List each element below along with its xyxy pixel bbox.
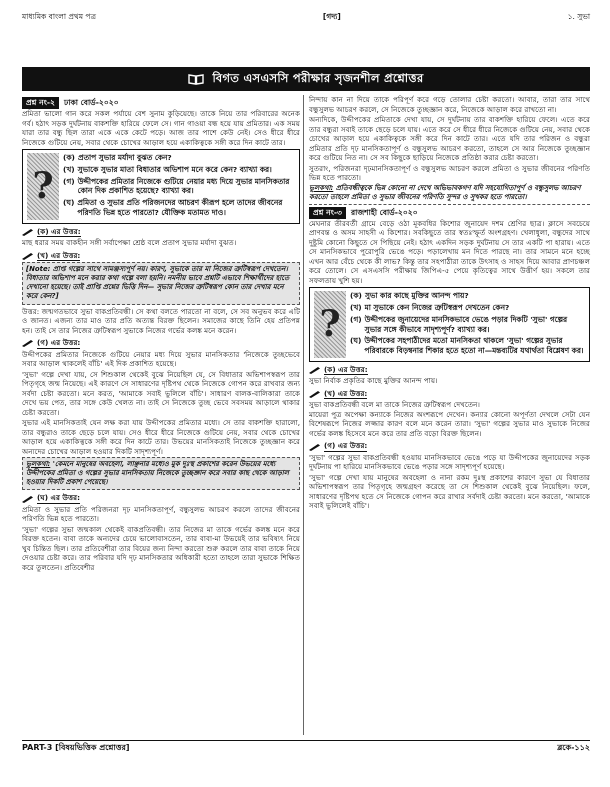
answer-heading-text: (খ) এর উত্তর: bbox=[324, 388, 368, 398]
pen-icon bbox=[309, 390, 321, 398]
answer-heading bbox=[22, 338, 300, 349]
answer-heading bbox=[309, 389, 590, 400]
pen-icon bbox=[22, 228, 34, 236]
answer-text: নিন্দায় কান না দিয়ে তাকে পরিপূর্ণ করে গড়ে তোলার চেষ্টা করতো। আবার, তারা তার সাথে বন্ধুসুলভ আচরণ করলে, সে নিজেকে তুচ্ছজ্ঞান করে, নিজেকে আড়াল করে রাখতো না। bbox=[309, 95, 590, 114]
answer-heading bbox=[309, 441, 590, 452]
question-mark-icon: ? bbox=[27, 153, 59, 220]
item-text: প্রমিতা ও সুভার প্রতি পরিজনদের আচরণ কীরূপ হলে তাদের জীবনের পরিণতি ভিন্ন হতে পারতো? যৌক্তিক মতামত দাও। bbox=[77, 198, 283, 217]
item-text: উদ্দীপকের প্রমিতার নিজেকে গুটিয়ে নেয়ার মধ্য দিয়ে সুভার মানসিকতার কোন দিক প্রকাশিত হয়েছে? ব্যাখ্যা কর। bbox=[77, 176, 290, 196]
item-label: (ঘ) bbox=[63, 198, 75, 208]
question-items bbox=[63, 153, 295, 220]
answer-text: সুভার এই মানসিকতাই যেন লক্ষ করা যায় উদ্দীপকের প্রমিতার মধ্যে। সে তার বাকশক্তি হারালো, তার বন্ধুরাও তাকে ছেড়ে চলে যায়। সেও ধীরে ধীরে নিজেকে গুটিয়ে নেয়, সবার থেকে চোখের আড়াল হয়ে একাকিত্বকে সঙ্গী করে দিন কাটে তার। উভয়ের মানসিকতাই নিজেকে তুচ্ছজ্ঞান করে অন্যদের চোখের আড়াল হওয়ার দিকটি সাদৃশ্যপূর্ণ। bbox=[22, 418, 300, 456]
answer-heading bbox=[22, 251, 300, 262]
question-badge: প্রশ্ন নং-২ bbox=[22, 97, 59, 109]
question-items bbox=[350, 291, 585, 358]
footer-part: PART-3 [বিষয়ভিত্তিক প্রশ্নোত্তর] bbox=[22, 743, 130, 753]
page-footer bbox=[22, 740, 590, 756]
answer-text: সুভা বাকপ্রতিবন্ধী বলে মা তাকে নিজের ত্রুটিস্বরূপ দেখতেন। মায়েরা পুত্র অপেক্ষা কন্যাকে নিজের অংশরূপে দেখেন। কন্যার কোনো অপূর্ণতা দেখলে সেটা যেন বিশেষরূপে নিজের লজ্জার কারণ বলে মনে করেন তারা। 'সুভা' গল্পের সুভার মাও সুভাকে নিজের গর্ভের কলঙ্ক হিসেবে মনে করে তার প্রতি বড়ো বিরক্ত ছিলেন। bbox=[309, 400, 590, 438]
pen-icon bbox=[309, 443, 321, 451]
answer-text: 'সুভা' গল্পের সুভা বাকপ্রতিবন্ধী হওয়ায় মানসিকভাবে ভেঙে পড়ে যা উদ্দীপকের জুনায়েদের সড়ক দুর্ঘটনায় পা হারিয়ে মানসিকভাবে ভেঙে পড়ার সঙ্গে সাদৃশ্যপূর্ণ হয়েছে। bbox=[309, 452, 590, 472]
item-label: (খ) bbox=[63, 164, 75, 174]
item-label: (ঘ) bbox=[350, 336, 362, 346]
note-box bbox=[22, 457, 300, 490]
answer-text: সুভা নির্বাক প্রকৃতির কাছে মুক্তির আনন্দ পায়। bbox=[309, 376, 438, 386]
running-head-section: [গদ্য] bbox=[322, 12, 341, 22]
question-item bbox=[63, 198, 295, 218]
question-board: ঢাকা বোর্ড-২০২০ bbox=[63, 98, 119, 107]
item-label: (ক) bbox=[350, 291, 362, 301]
answer-text: প্রমিতা ও সুভার প্রতি পরিজনরা দৃঢ় মানসিকতাপূর্ণ, বন্ধুসুলভ আচরণ করলে তাদের জীবনের পরিণতি ভিন্ন হতে পারতো। bbox=[22, 504, 300, 524]
question-mark-icon: ? bbox=[314, 291, 346, 358]
note-label: ভুলকথা: bbox=[309, 183, 334, 192]
question-item bbox=[350, 315, 585, 335]
running-head-subject: মাধ্যমিক বাংলা প্রথম পত্র bbox=[22, 12, 96, 22]
answer-text: সুতরাং, পরিজনরা দৃঢ়মানসিকতাপূর্ণ ও বন্ধুসুলভ আচরণ করলে প্রমিতা ও সুভার জীবনের পরিণতি ভিন্ন হতে পারতো। bbox=[309, 163, 590, 182]
pen-icon bbox=[22, 495, 34, 503]
question-item bbox=[350, 336, 585, 356]
note-text: 'কেমনে মানুষের অবহেলা, লাঞ্ছনার মধ্যেও মুক দুঃস্থ প্রকাশের করেন উভয়ের মধ্যে উদ্দীপকের প্রমিতা ও গল্পের সুভার মানসিকতায় নিজেকে তুচ্ছজ্ঞান করে সবার কাছ থেকে আড়াল হওয়ার দিকটি প্রকাশ পেয়েছে। bbox=[26, 460, 289, 487]
item-text: সুভা কার কাছে মুক্তির আনন্দ পায়? bbox=[364, 291, 469, 301]
item-label: (খ) bbox=[350, 303, 362, 312]
question-stem: প্রমিতা ভালো গান করে সকল পর্যায়ে বেশ সুনাম কুড়িয়েছে। তাকে নিয়ে তার পরিবারের অনেক গর্ব। হঠাৎ সড়ক দুর্ঘটনায় বাকশক্তি হারিয়ে ফেলে সে। গান গাওয়া বন্ধ হয়ে যায় প্রমিতার। এক সময় যারা তার বন্ধু ছিল তারা একে একে কেটে পড়ে। আজ তার পাশে কেউ নেই। সেও ধীরে ধীরে নিজেকে গুটিয়ে নেয়, সবার থেকে চোখের আড়াল হয়ে একাকিত্বকে সঙ্গী করে দিন কাটে তার। bbox=[22, 109, 300, 147]
pen-icon bbox=[22, 339, 34, 347]
question-item bbox=[350, 291, 585, 301]
answer-text: উত্তর: জন্মগতভাবে সুভা বাকপ্রতিবন্ধী। সে কথা বলতে পারতো না বলে, সে সব অনুভব করে এটি ও জানত। এজন্য তার মাও তার প্রতি অত্যন্ত বিরক্ত ছিলেন। সমাজের কাছে তিনি হেয় প্রতিপন্ন হন। তাই সে তার নিজের ত্রুটিস্বরূপ সুভাকে নিজের গর্ভের কলঙ্ক মনে করেন। bbox=[22, 306, 300, 335]
question-box bbox=[309, 287, 590, 362]
item-text: উদ্দীপকের সহপাঠীদের মতো মানসিকতা থাকলে 'সুভা' গল্পের সুভার পরিবারকে বিড়ম্বনার শিকার হতে হতো না—মন্তব্যটির যথার্থতা বিশ্লেষণ কর। bbox=[364, 336, 584, 356]
running-head-chapter: ১. সুভা bbox=[567, 12, 590, 22]
pen-icon bbox=[22, 252, 34, 260]
answer-text: অন্যদিকে, উদ্দীপকের প্রমিতাকে দেখা যায়, সে দুর্ঘটনায় তার বাকশক্তি হারিয়ে ফেলে। এতে করে তার বন্ধুরা সবাই তাকে ছেড়ে চলে যায়। এতে করে সে ধীরে ধীরে নিজেকে গুটিয়ে নেয়, সবার থেকে চোখের আড়াল হয়ে একাকিত্বকে সঙ্গী করে দিন কাটে তার। এতে যদি তার পরিজন ও বন্ধুরা প্রমিতার প্রতি দৃঢ় মানসিকতাপূর্ণ ও বন্ধুসুলভ আচরণ করতো, তাহলে সে আর নিজেকে তুচ্ছজ্ঞান করে গুটিয়ে নিত না। সে সব কিছুকে ছাড়িয়ে নিজেকে প্রতিষ্ঠা করার চেষ্টা করতো। bbox=[309, 115, 590, 162]
answer-text: 'সুভা' গল্পের সুভা জন্মকাল থেকেই বাকপ্রতিবন্ধী। তার নিজের মা তাকে গর্ভের কলঙ্ক মনে করে বিরক্ত হতেন। বাবা তাকে অন্যদের চেয়ে ভালোবাসতেন, তার বাবা-মা উভয়েই তার ভবিষ্যৎ নিয়ে খুব চিন্তিত ছিল। তার প্রতিবেশীরা তার বিয়ের জন্য নিন্দা করতো শুরু করলে তার বাবা তাকে নিয়ে দেওয়ার চেষ্টা করে। তার পরিবার যদি দৃঢ় মানসিকতার অধিকারী হতো তাহলে তারা সুভাকে শিক্ষিত করে তুলতেন। প্রতিবেশীর bbox=[22, 524, 300, 572]
question-2-header bbox=[22, 97, 300, 109]
question-item bbox=[63, 177, 295, 197]
answer-text: 'সুভা' গল্পে দেখা যায়, সে শিশুকাল থেকেই বুঝে নিয়েছিল যে, সে বিধাতার অভিশাপস্বরূপ তার পিতৃগৃহে জন্ম নিয়েছে। এই কারণে সে সাধারণের দৃষ্টিপথ থেকে নিজেকে গোপন করে রাখবার জন্য সর্বদা চেষ্টা করতো। মনে করত, 'আমাকে সবাই ভুলিলে বাঁচি'। সাধারণ বালক-বালিকারা তাকে দেখে ভয় পেত, তার সঙ্গে কেউ খেলত না। তাই সে নিজেকে তুচ্ছ ভেবে সবসময় আড়ালে থাকার চেষ্টা করতো। bbox=[22, 369, 300, 417]
item-label: (গ) bbox=[63, 176, 75, 186]
item-text: সুভাকে সুভার মাতা বিধাতার অভিশাপ মনে করে কেন? ব্যাখ্যা কর। bbox=[77, 164, 272, 174]
answer-heading bbox=[22, 227, 300, 238]
answer-text: 'সুভা' গল্পে দেখা যায় মানুষের অবহেলা ও নানা রকম দুঃস্থ প্রকাশের কারণে সুভা যে বিধাতার অভিশাপস্বরূপ তার পিতৃগৃহে জন্মগ্রহণ করেছে তা সে শিশুকাল থেকেই বুঝে নিয়েছিল। ফলে, সাধারণের দৃষ্টিপথ হতে সে নিজেকে গোপন করে রাখার সর্বদাই চেষ্টা করতো। মনে করতো, 'আমাকে সবাই ভুলিলেই বাঁচি'। bbox=[309, 472, 590, 511]
note-box: [Note: প্রাপ্ত গল্পের সাথে সামঞ্জস্যপূর্ণ নয়। কারণ, সুভাকে তার মা নিজের ত্রুটিস্বরূপ দেখতেন। বিধাতার অভিশাপ মনে করার কথা গল্পে বলা হয়নি। নমনীয় ভাবে প্রশ্নটি এভাবে শিক্ষার্থীদের হাতে দেখানো হয়েছে। তাই প্রাপ্তি প্রশ্নের ভিত্তি দিন— সুভার নিজের ত্রুটিস্বরূপ কোন তার দেখার মনে করে কেন?] bbox=[22, 262, 300, 304]
question-stem: মেঘনার তীরবর্তী গ্রামে বেড়ে ওঠা মূকবধির কিশোর জুনায়েদ দশম শ্রেণির ছাত্র। ক্লাসে সবচেয়ে প্রাণবন্ত ও অসম সাহসী এ কিশোর। সবকিছুতে তার স্বতঃস্ফূর্ত অংশগ্রহণ। খেলাধুলা, বন্ধুদের সাথে দুষ্টুমি কোনো কিছুতে সে পিছিয়ে নেই। হঠাৎ একদিন সড়ক দুর্ঘটনায় সে তার একটি পা হারায়। এতে সে মানসিকভাবে পুরোপুরি ভেঙে পড়ে। পড়ালেখায় মন দিতে পারছে না। তার সামনে মনে হচ্ছে এখন আর বেঁচে থেকে কী লাভ? কিন্তু তার সহপাঠীরা তাকে উৎসাহ ও সাহস দিয়ে আবার প্রাণচঞ্চল করে তোলে। সে এসএসসি পরীক্ষায় জিপিএ-৫ পেয়ে কৃতিত্বের সাথে উত্তীর্ণ হয়। সকলে তার সফলতায় খুশি হয়। bbox=[309, 218, 590, 285]
answer-heading-text: (ক) এর উত্তর: bbox=[324, 364, 368, 374]
footer-page: ব্লকে-১১২ bbox=[557, 743, 590, 753]
book-icon bbox=[188, 74, 204, 85]
right-column bbox=[309, 95, 590, 512]
question-item bbox=[350, 303, 585, 313]
answer-heading bbox=[309, 365, 590, 376]
question-badge: প্রশ্ন নং-৩ bbox=[309, 207, 346, 219]
column-divider bbox=[303, 95, 304, 735]
answer-heading bbox=[22, 493, 300, 504]
question-board: রাজশাহী বোর্ড-২০২০ bbox=[350, 207, 418, 217]
answer-heading-text: (গ) এর উত্তর: bbox=[324, 441, 368, 451]
running-head bbox=[22, 10, 590, 24]
banner-title: বিগত এসএসসি পরীক্ষার সৃজনশীল প্রশ্নোত্তর bbox=[212, 71, 424, 86]
answer-heading-text: (গ) এর উত্তর: bbox=[37, 338, 81, 348]
answer-text: মাছ ধরার সময় বাকহীন সঙ্গী সর্বাপেক্ষা শ্রেষ্ঠ বলে প্রতাপ সুভার মর্যাদা বুঝত। bbox=[22, 238, 237, 248]
note-text: প্রতিবন্ধীত্বকে ভিন্ন কোনো না দেখে অভিভাবকগণ যদি সহযোগিতাপূর্ণ ও বন্ধুসুলভ আচরণ করতো তাহলে প্রমিতা ও সুভার জীবনের পরিণতি সুন্দর ও সুখকর হতে পারতো। bbox=[309, 183, 581, 201]
answer-heading-text: (খ) এর উত্তর: bbox=[37, 250, 81, 260]
item-text: উদ্দীপকের জুনায়েদের মানসিকভাবে ভেঙে পড়ার দিকটি 'সুভা' গল্পের সুভার সঙ্গে কীভাবে সাদৃশ্যপূর্ণ? ব্যাখ্যা কর। bbox=[364, 314, 568, 334]
question-item bbox=[63, 153, 295, 163]
answer-text: উদ্দীপকের প্রমিতার নিজেকে গুটিয়ে নেয়ার মধ্য দিয়ে সুভার মানসিকতার 'নিজেকে তুচ্ছভেবে সবার আড়াল থাকলেই বাঁচি' এই দিক প্রকাশিত হয়েছে। bbox=[22, 349, 300, 369]
note-label: ভুলকথা: bbox=[26, 460, 51, 469]
section-banner bbox=[22, 67, 590, 91]
answer-heading-text: (ক) এর উত্তর: bbox=[37, 226, 81, 236]
item-label: (গ) bbox=[350, 314, 362, 324]
item-label: (ক) bbox=[63, 153, 75, 163]
answer-heading-text: (ঘ) এর উত্তর: bbox=[37, 493, 81, 503]
note-box bbox=[309, 184, 590, 205]
item-text: প্রতাপ সুভার মর্যাদা বুঝত কেন? bbox=[77, 153, 172, 163]
question-item bbox=[63, 165, 295, 175]
pen-icon bbox=[309, 366, 321, 374]
question-3-header bbox=[309, 207, 590, 219]
left-column bbox=[22, 95, 300, 573]
item-text: মা সুভাকে কেন নিজের ত্রুটিস্বরূপ দেখতেন কেন? bbox=[364, 303, 510, 312]
question-box bbox=[22, 149, 300, 224]
